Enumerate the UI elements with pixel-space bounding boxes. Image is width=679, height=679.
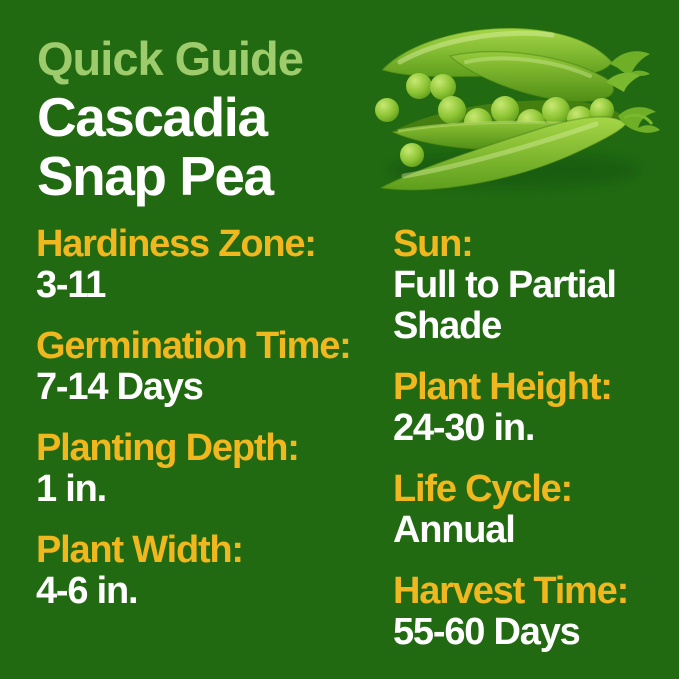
spec-value: 4-6 in.: [36, 570, 138, 612]
title-line-2: Snap Pea: [37, 145, 273, 207]
page-title: [37, 88, 273, 206]
spec-columns: [36, 224, 669, 673]
spec-label: Harvest Time:: [393, 570, 629, 612]
spec-value: 3-11: [36, 264, 106, 306]
eyebrow-quick-guide: Quick Guide: [37, 32, 303, 85]
spec-value: Full to Partial Shade: [393, 264, 616, 347]
spec-sun: [393, 224, 669, 347]
spec-plant-width: [36, 530, 393, 612]
spec-value: 55-60 Days: [393, 611, 580, 653]
spec-column-right: [393, 224, 669, 673]
spec-label: Hardiness Zone:: [36, 223, 316, 265]
spec-label: Plant Width:: [36, 529, 243, 571]
spec-value: Annual: [393, 509, 515, 551]
spec-label: Planting Depth:: [36, 427, 299, 469]
snap-peas-illustration: [374, 20, 670, 196]
spec-planting-depth: [36, 428, 393, 510]
spec-hardiness-zone: [36, 224, 393, 306]
title-line-1: Cascadia: [37, 86, 267, 148]
spec-life-cycle: [393, 469, 669, 551]
spec-label: Life Cycle:: [393, 468, 572, 510]
spec-label: Germination Time:: [36, 325, 351, 367]
spec-harvest-time: [393, 571, 669, 653]
spec-value: 7-14 Days: [36, 366, 203, 408]
spec-value: 1 in.: [36, 468, 107, 510]
spec-germination-time: [36, 326, 393, 408]
spec-label: Plant Height:: [393, 366, 612, 408]
spec-plant-height: [393, 367, 669, 449]
spec-column-left: [36, 224, 393, 632]
spec-label: Sun:: [393, 223, 473, 265]
spec-value: 24-30 in.: [393, 407, 535, 449]
